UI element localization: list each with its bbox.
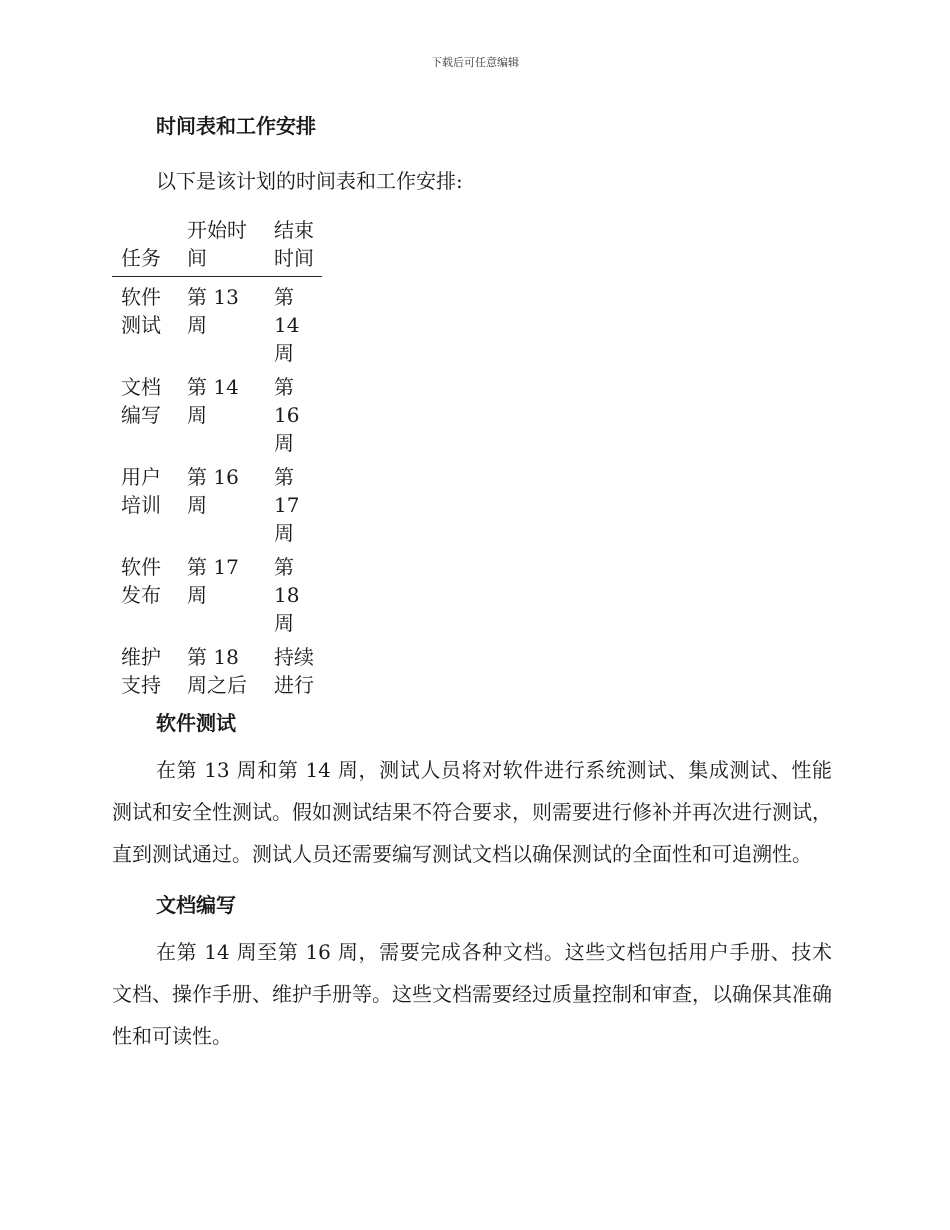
table-row: [112, 457, 322, 547]
schedule-table: [112, 212, 322, 699]
end-cell: 第 17 周: [274, 465, 300, 545]
start-cell: 第 13 周: [187, 285, 239, 337]
testing-title: 软件测试: [156, 711, 236, 735]
page-header: 下载后可任意编辑: [431, 56, 519, 69]
table-row: [112, 637, 322, 699]
table-row: [112, 277, 322, 368]
docs-title: 文档编写: [156, 893, 236, 917]
testing-paragraph: 在第 13 周和第 14 周，测试人员将对软件进行系统测试、集成测试、性能测试和安全性测试。假如测试结果不符合要求，则需要进行修补并再次进行测试，直到测试通过。测试人员还需要编写测试文档以确保测试的全面性和可追溯性。: [112, 758, 832, 866]
task-cell: 维护支持: [121, 645, 161, 697]
header-end: 结束时间: [265, 212, 322, 277]
header-task: 任务: [112, 212, 178, 277]
start-cell: 第 16 周: [187, 465, 239, 517]
task-cell: 软件发布: [121, 555, 161, 607]
task-cell: 文档编写: [121, 375, 161, 427]
start-cell: 第 18 周之后: [187, 645, 247, 697]
task-cell: 软件测试: [121, 285, 161, 337]
start-cell: 第 14 周: [187, 375, 239, 427]
task-cell: 用户培训: [121, 465, 161, 517]
end-cell: 持续进行: [274, 645, 314, 697]
header-start: 开始时间: [178, 212, 265, 277]
section-title: 时间表和工作安排: [156, 114, 316, 138]
table-row: [112, 547, 322, 637]
end-cell: 第 14 周: [274, 285, 300, 365]
start-cell: 第 17 周: [187, 555, 239, 607]
end-cell: 第 18 周: [274, 555, 300, 635]
intro-paragraph: 以下是该计划的时间表和工作安排:: [156, 169, 463, 193]
document-body: [112, 110, 832, 1057]
table-header-row: [112, 212, 322, 277]
docs-paragraph: 在第 14 周至第 16 周，需要完成各种文档。这些文档包括用户手册、技术文档、操作手册、维护手册等。这些文档需要经过质量控制和审查，以确保其准确性和可读性。: [112, 940, 832, 1048]
end-cell: 第 16 周: [274, 375, 300, 455]
table-row: [112, 367, 322, 457]
